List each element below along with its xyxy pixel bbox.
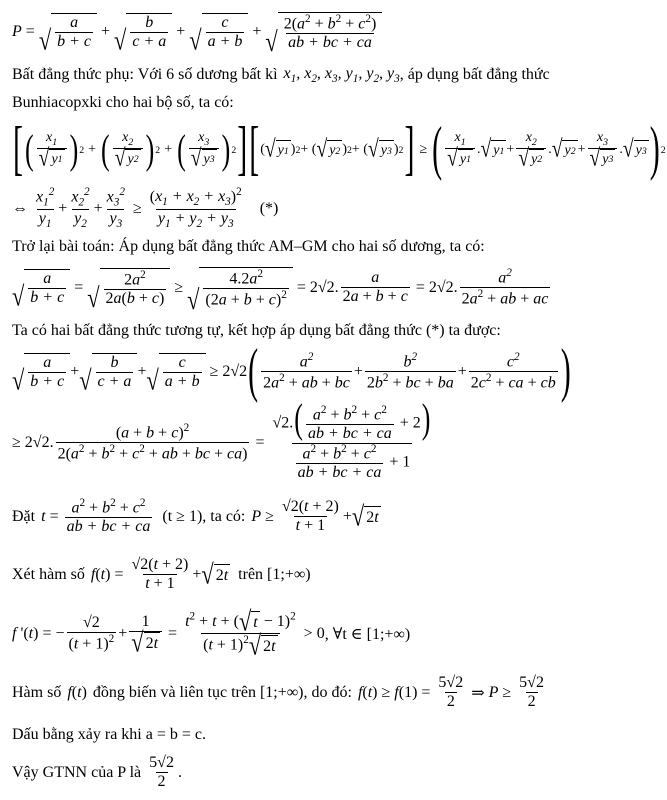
dat-text: Đặt [12,508,36,525]
star-label: (*) [259,200,279,217]
equation-derivative: f '( t ) = − $\frac{√2}{(t + 1)^2}$ + 1 √ 2 t = $t^2 + t$ + ( √ t − 1)$^2$ $(t + 1)^2$ √ 2 t > 0 , ∀t ∈ [1;+∞) [12,605,411,661]
dau-bang-text: Dấu bằng xảy ra khi a = b = c. [12,726,206,743]
forall-text: , ∀t ∈ [1;+∞) [324,626,411,643]
tro-lai-text: Trở lại bài toán: Áp dụng bất đẳng thức AM–GM cho hai số dương, ta có: [12,238,485,255]
equation-p-definition: P = √ $\frac{a}{b + c}$ + √ $\frac{b}{c + a}$ + √ $\frac{c}{a + b}$ + √ $\frac{2(a^2 + b^2 + c^2)}{ab + bc + ca}$ [12,6,659,58]
paragraph-vay: Vậy GTNN của P là $\frac{5√2}{2}$ . [12,754,182,791]
paragraph-dat-t: Đặt t = $\frac{a^2 + b^2 + c^2}{ab + bc + ca}$ (t ≥ 1) , ta có: P ≥ $\frac{√2(t + 2)}{t + 1}$ + √ 2 t [12,497,379,536]
paragraph-bunhia [12,92,659,114]
paragraph-ham-so-dong-bien: Hàm số f ( t ) đồng biến và liên tục trên [1;+∞), do đó: f ( t ) ≥ f (1) = $\frac{5√2}{2}$ ⇒ P ≥ $\frac{5√2}{2}$ [12,674,544,711]
ta-co-hai-text: Ta có hai bất đẳng thức tương tự, kết hợp áp dụng bất đẳng thức (*) ta được: [12,322,501,339]
paragraph-xet-ham-so: Xét hàm số f ( t ) = $\frac{√2(t + 2)}{t + 1}$ + √ 2 t trên [1;+∞) [12,556,311,593]
equation-sum-sqrt: √ $\frac{a}{b + c}$ + √ $\frac{b}{c + a}$ + √ $\frac{c}{a + b}$ ≥ 2√2 ( $\frac{a^2}{2a^2 + ab + bc}$ + $\frac{b^2}{2b^2 + bc + ba}$ + $\frac{c^2}{2c^2 + ca + cb}$ ) [12,338,571,404]
equation-ge-fraction: ≥ 2√2. $\frac{(a + b + c)^2}{2(a^2 + b^2 + c^2 + ab + bc + ca)}$ = √2.( $\frac{a^2 + b^2 + c^2}{ab + bc + ca}$ + 2) $\frac{a^2 + b^2 + c^2}{ab + bc + ca}$ + 1 [12,395,431,481]
paragraph-dau-bang [12,724,659,746]
paragraph-tro-lai [12,236,659,258]
equation-am-gm: √ $\frac{a}{b + c}$ = √ $\frac{2a^2}{2a(b + c)}$ ≥ √ $\frac{4.2a^2}{(2a + b + c)^2}$ = 2√2. $\frac{a}{2a + b + c}$ = 2√2. $\frac{a^2}{2a^2 + ab + ac}$ [12,266,549,316]
bdt-phu-text: Bất đẳng thức phụ: Với 6 số dương bất kì [12,66,278,83]
equation-star: ⇔ $\frac{x_1^2}{y_1}$ + $\frac{x_2^2}{y_2}$ + $\frac{x_3^2}{y_3}$ ≥ $\frac{(x_1 + x_2 + x_3)^2}{y_1 + y_2 + y_3}$ (*) [12,186,279,231]
xet-text: Xét hàm số [12,566,85,583]
ham-so-mid: đồng biến và liên tục trên [1;+∞), do đó: [92,684,352,701]
dat-ta-co: , ta có: [202,508,246,525]
bunhia-text: Bunhiacopxki cho hai bộ số, ta có: [12,94,234,111]
bdt-phu-end: , áp dụng bất đẳng thức [399,66,550,83]
xet-tren: trên [1;+∞) [238,566,311,583]
equation-bunhiacopxki: [ ( $x_1$ √ y 1 ) 2 + ( $x_2$ √ y 2 ) 2 + ( $x_3$ √ y 3 ) 2 ] [ ( √ y 1 ) 2 + ( √ y 2 ) 2 + ( √ y 3 ) 2 ] ≥ ( $x_1$ √ y 1 . √ y 1 + $x_2$ √ y 2 . √ y 2 + $x_3$ √ y 3 . √ y 3 ) 2 [13,116,666,182]
ham-so-text: Hàm số [12,684,62,701]
paragraph-bdt-phu: Bất đẳng thức phụ: Với 6 số dương bất kì $x_1$, $x_2$, $x_3$, $y_1$, $y_2$, $y_3$ , áp dụng bất đẳng thức [12,64,550,86]
vay-text: Vậy GTNN của P là [12,764,142,781]
dat-condition: (t ≥ 1) [162,508,203,525]
